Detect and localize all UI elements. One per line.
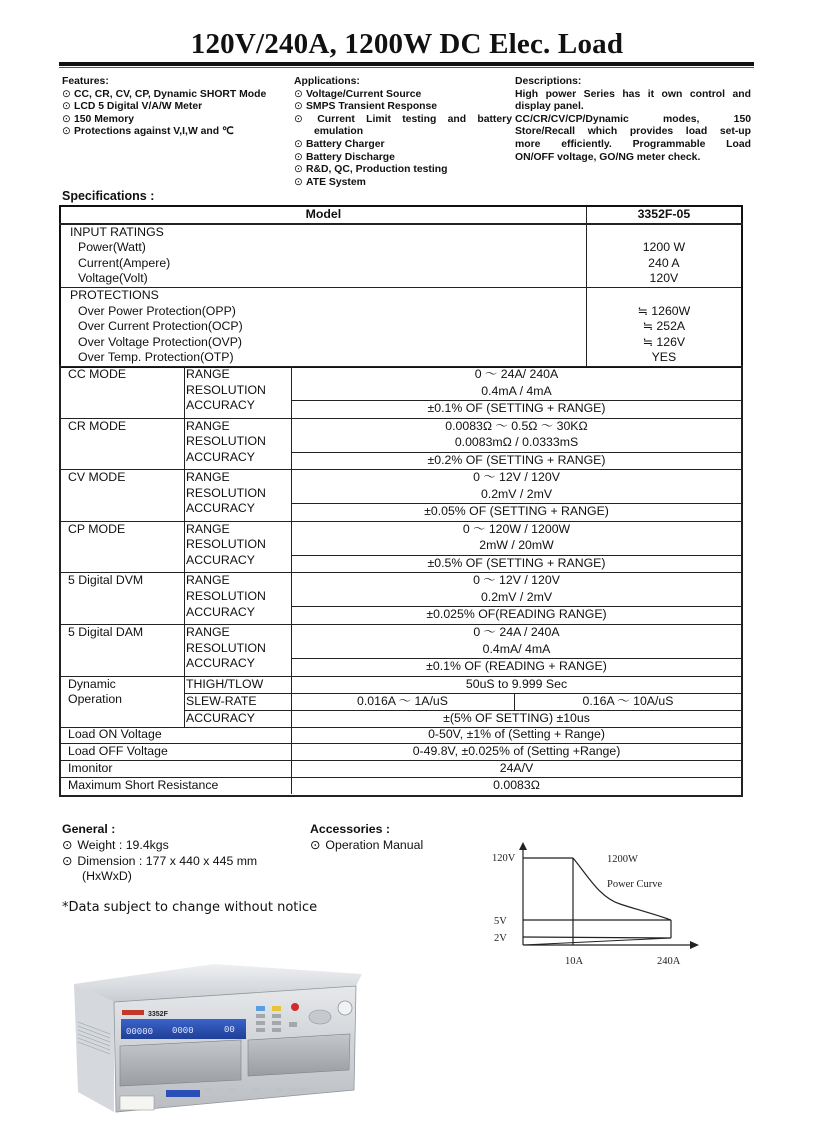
misc-name: Imonitor [68, 760, 113, 775]
protection-name: Over Power Protection(OPP) [78, 303, 236, 318]
range-value: 0 ～ 12V / 120V [473, 470, 560, 485]
title-rule-thin [59, 67, 754, 68]
misc-name: Load ON Voltage [68, 727, 162, 742]
range-value: 0 ～ 12V / 120V [473, 573, 560, 588]
description-line: more efficiently. Programmable Load [515, 138, 751, 150]
resolution-value: 0.4mA/ 4mA [482, 641, 551, 656]
application-item: ⊙ Voltage/Current Source [294, 88, 422, 100]
dyn-accuracy-label: ACCURACY [186, 710, 256, 725]
description-line: CC/CR/CV/CP/Dynamic modes, 150 [515, 113, 751, 125]
feature-item: ⊙ 150 Memory [62, 113, 135, 125]
slew-label: SLEW-RATE [186, 693, 257, 708]
general-item: ⊙ Dimension : 177 x 440 x 445 mm [62, 853, 258, 868]
misc-value: 0-49.8V, ±0.025% of (Setting +Range) [412, 743, 621, 758]
rating-value: 1200 W [642, 240, 686, 255]
lcd-power: 00 [224, 1025, 235, 1035]
resolution-label: RESOLUTION [186, 640, 266, 655]
notice-text: *Data subject to change without notice [62, 900, 318, 915]
bullet-icon: ⊙ [294, 138, 303, 150]
low-slope-line [523, 938, 671, 945]
range-value: 0 ～ 120W / 1200W [462, 521, 571, 536]
accuracy-label: ACCURACY [186, 656, 256, 671]
bullet-icon: ⊙ [62, 126, 71, 138]
misc-value: 0.0083Ω [493, 777, 540, 792]
accuracy-label: ACCURACY [186, 501, 256, 516]
dyn-accuracy-value: ±(5% OF SETTING) ±10us [443, 710, 590, 725]
table-left-border [59, 365, 61, 796]
protection-value: ≒ 126V [642, 334, 686, 349]
description-line: ON/OFF voltage, GO/NG meter check. [515, 151, 701, 163]
channel-display [166, 1090, 200, 1097]
rating-name: Power(Watt) [78, 240, 146, 255]
bullet-icon: ⊙ [294, 101, 303, 113]
general-section [62, 822, 257, 885]
lcd-voltage: 00000 [126, 1027, 154, 1037]
descriptions-heading: Descriptions: [515, 76, 582, 87]
resolution-value: 0.2mV / 2mV [480, 486, 553, 501]
mode-name: CV MODE [68, 470, 126, 485]
mode-name: CP MODE [68, 521, 126, 536]
application-item: ⊙ SMPS Transient Response [294, 101, 438, 113]
bullet-icon: ⊙ [62, 88, 71, 100]
y-label-5v: 5V [494, 916, 507, 927]
descriptions-section [515, 76, 751, 164]
table-header-row [60, 206, 742, 224]
range-label: RANGE [186, 625, 230, 639]
accessories-heading: Accessories : [310, 822, 390, 836]
accuracy-value: ±0.025% OF(READING RANGE) [426, 607, 607, 622]
feature-item: ⊙ CC, CR, CV, CP, Dynamic SHORT Mode [62, 88, 267, 100]
y-axis-arrow-icon [519, 842, 527, 850]
protections-row [60, 287, 742, 366]
range-value: 0.0083Ω ～ 0.5Ω ～ 30KΩ [445, 418, 588, 433]
yellow-key [272, 1006, 281, 1011]
bullet-icon: ⊙ [310, 837, 321, 852]
range-label: RANGE [186, 418, 230, 433]
bullet-icon: ⊙ [62, 837, 73, 852]
rating-name: Voltage(Volt) [78, 271, 148, 286]
dynamic-label: Operation [68, 692, 123, 707]
bullet-icon: ⊙ [294, 113, 303, 125]
model-value: 3352F-05 [586, 206, 742, 224]
product-image [64, 962, 364, 1122]
x-label-10a: 10A [565, 956, 584, 967]
slew-low-value: 0.016A ～ 1A/uS [357, 693, 448, 708]
load-button [291, 1003, 299, 1011]
resolution-value: 2mW / 20mW [479, 538, 554, 553]
accessory-item: ⊙ Operation Manual [310, 837, 424, 852]
input-ratings-label: INPUT RATINGS [70, 224, 164, 239]
resolution-value: 0.0083mΩ / 0.0333mS [454, 435, 579, 450]
accuracy-label: ACCURACY [186, 604, 256, 619]
blue-key [256, 1006, 265, 1011]
y-label-120v: 120V [492, 853, 516, 864]
misc-name: Maximum Short Resistance [68, 777, 219, 792]
range-value: 0 ～ 24A / 240A [473, 625, 560, 639]
accuracy-label: ACCURACY [186, 553, 256, 567]
bullet-icon: ⊙ [294, 151, 303, 163]
rating-value: 120V [649, 271, 679, 286]
cursor-pad [309, 1010, 331, 1024]
general-item-note: (HxWxD) [82, 869, 132, 884]
protections-label: PROTECTIONS [70, 287, 159, 302]
application-item: ⊙ Battery Charger [294, 138, 385, 150]
range-label: RANGE [186, 573, 230, 588]
dynamic-label: Dynamic [68, 676, 116, 691]
resolution-value: 0.2mV / 2mV [480, 590, 553, 604]
vent-grill-right [248, 1034, 350, 1076]
rating-name: Current(Ampere) [78, 255, 171, 270]
description-line: Store/Recall which provides load set-up [515, 126, 751, 138]
accessories-section [310, 822, 423, 854]
resolution-label: RESOLUTION [186, 434, 266, 449]
vent-grill-left [120, 1040, 241, 1086]
accuracy-value: ±0.1% OF (SETTING + RANGE) [427, 401, 606, 415]
rotary-knob [338, 1001, 352, 1015]
range-label: RANGE [186, 470, 230, 485]
feature-item: ⊙ LCD 5 Digital V/A/W Meter [62, 101, 203, 113]
mode-name: 5 Digital DAM [68, 625, 144, 639]
input-ratings-row [60, 224, 742, 288]
lcd-current: 0000 [172, 1026, 194, 1036]
protection-name: Over Temp. Protection(OTP) [78, 350, 234, 365]
general-item: ⊙ Weight : 19.4kgs [62, 837, 169, 852]
bullet-icon: ⊙ [294, 176, 303, 188]
resolution-label: RESOLUTION [186, 485, 266, 500]
description-line: High power Series has it own control and [515, 88, 751, 100]
protection-value: YES [651, 350, 677, 365]
bullet-icon: ⊙ [294, 164, 303, 176]
mode-name: CR MODE [68, 418, 127, 433]
features-heading: Features: [62, 76, 109, 87]
bullet-icon: ⊙ [62, 113, 71, 125]
range-label: RANGE [186, 521, 230, 536]
range-value: 0 ～ 24A/ 240A [474, 367, 559, 381]
curve-label: Power Curve [607, 879, 663, 890]
general-heading: General : [62, 822, 116, 836]
x-axis-arrow-icon [690, 941, 699, 949]
power-switch [120, 1096, 154, 1110]
thigh-label: THIGH/TLOW [186, 676, 264, 691]
protection-value: ≒ 252A [642, 319, 686, 334]
accuracy-value: ±0.2% OF (SETTING + RANGE) [427, 452, 606, 467]
protection-value: ≒ 1260W [637, 303, 691, 318]
application-item: ⊙ ATE System [294, 176, 366, 188]
device-model-text: 3352F [148, 1011, 168, 1018]
bullet-icon: ⊙ [62, 101, 71, 113]
misc-name: Load OFF Voltage [68, 743, 168, 758]
features-section [62, 76, 287, 139]
resolution-label: RESOLUTION [186, 537, 266, 552]
slew-high-value: 0.16A ～ 10A/uS [582, 693, 674, 708]
applications-section [294, 76, 512, 189]
x-label-240a: 240A [657, 956, 681, 967]
title-rule [59, 62, 754, 66]
accuracy-value: ±0.05% OF (SETTING + RANGE) [424, 504, 609, 519]
resolution-label: RESOLUTION [186, 382, 266, 397]
application-item: ⊙ R&D, QC, Production testing [294, 164, 448, 176]
accuracy-label: ACCURACY [186, 449, 256, 464]
feature-item: ⊙ Protections against V,I,W and ℃ [62, 126, 234, 138]
model-label: Model [60, 206, 586, 224]
accuracy-value: ±0.1% OF (READING + RANGE) [426, 659, 607, 673]
power-curve-diagram [470, 840, 730, 970]
misc-value: 24A/V [499, 760, 534, 775]
page-title: 120V/240A, 1200W DC Elec. Load [190, 28, 624, 60]
accuracy-label: ACCURACY [186, 398, 256, 413]
application-item: ⊙ Battery Discharge [294, 151, 395, 163]
misc-value: 0-50V, ±1% of (Setting + Range) [428, 727, 605, 742]
application-item-continuation: emulation [314, 126, 364, 138]
resolution-label: RESOLUTION [186, 589, 266, 603]
y-label-2v: 2V [494, 933, 507, 944]
mode-name: 5 Digital DVM [68, 573, 144, 588]
range-label: RANGE [186, 367, 230, 381]
protection-name: Over Voltage Protection(OVP) [78, 334, 243, 349]
specifications-table [59, 205, 743, 368]
brand-logo [122, 1010, 144, 1015]
table-bottom-border [59, 795, 743, 797]
bullet-icon: ⊙ [294, 88, 303, 100]
accuracy-value: ±0.5% OF (SETTING + RANGE) [427, 555, 606, 570]
thigh-value: 50uS to 9.999 Sec [465, 676, 568, 691]
description-line: display panel. [515, 101, 584, 113]
bullet-icon: ⊙ [62, 853, 73, 868]
rating-value: 240 A [648, 255, 680, 270]
2v-line [523, 937, 671, 938]
resolution-value: 0.4mA / 4mA [481, 383, 552, 398]
applications-heading: Applications: [294, 76, 360, 87]
protection-name: Over Current Protection(OCP) [78, 319, 243, 334]
power-label: 1200W [607, 854, 638, 865]
application-item: ⊙ Current Limit testing and battery [294, 113, 512, 125]
specifications-heading: Specifications : [62, 189, 155, 203]
mode-name: CC MODE [68, 367, 127, 381]
